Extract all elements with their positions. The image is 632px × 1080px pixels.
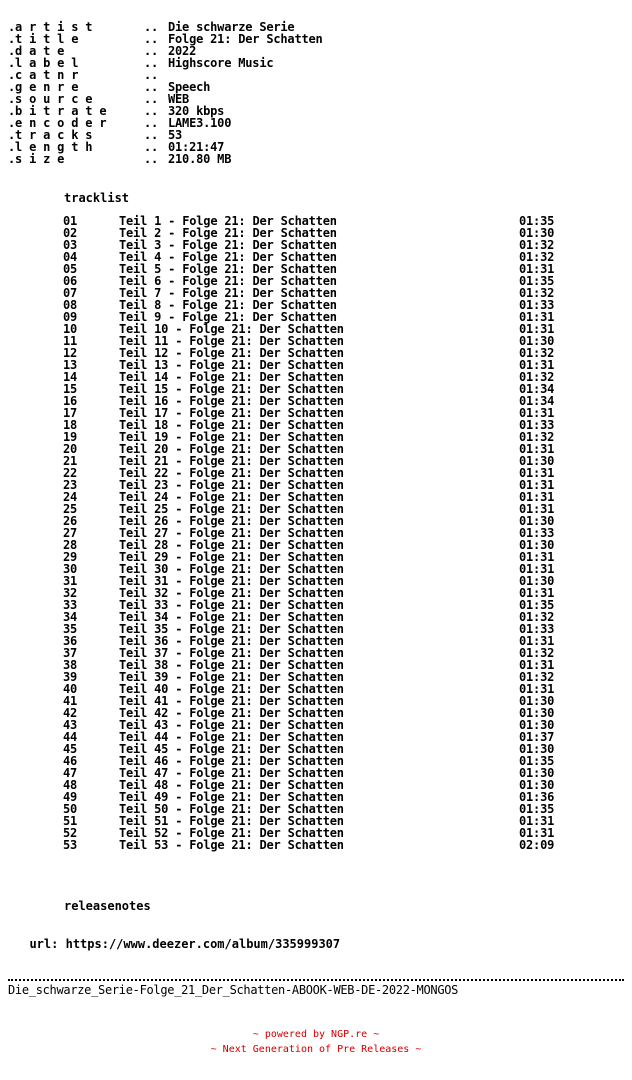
meta-row	[8, 81, 628, 93]
track-length: 01:31	[519, 358, 555, 372]
track-length: 01:33	[519, 298, 555, 312]
track-number: 30	[63, 562, 78, 576]
track-title: Teil 9 - Folge 21: Der Schatten	[119, 310, 337, 324]
meta-value: 320 kbps	[168, 104, 225, 118]
track-title: Teil 53 - Folge 21: Der Schatten	[119, 838, 344, 852]
meta-separator: ..	[144, 20, 159, 34]
track-length: 01:35	[519, 802, 555, 816]
track-number: 51	[63, 814, 78, 828]
track-title: Teil 49 - Folge 21: Der Schatten	[119, 790, 344, 804]
track-number: 47	[63, 766, 78, 780]
track-length: 01:31	[519, 658, 555, 672]
track-length: 02:09	[519, 838, 555, 852]
track-length: 01:32	[519, 610, 555, 624]
track-number: 49	[63, 790, 78, 804]
track-number: 44	[63, 730, 78, 744]
track-length: 01:31	[519, 262, 555, 276]
track-title: Teil 46 - Folge 21: Der Schatten	[119, 754, 344, 768]
meta-separator: ..	[144, 128, 159, 142]
meta-key: .l a b e l	[8, 56, 79, 70]
track-length: 01:31	[519, 478, 555, 492]
track-number: 36	[63, 634, 78, 648]
meta-key: .c a t n r	[8, 68, 79, 82]
meta-separator: ..	[144, 56, 159, 70]
track-number: 31	[63, 574, 78, 588]
track-title: Teil 2 - Folge 21: Der Schatten	[119, 226, 337, 240]
track-number: 21	[63, 454, 78, 468]
track-length: 01:32	[519, 250, 555, 264]
track-title: Teil 40 - Folge 21: Der Schatten	[119, 682, 344, 696]
track-number: 06	[63, 274, 78, 288]
release-name: Die_schwarze_Serie-Folge_21_Der_Schatten-ABOOK-WEB-DE-2022-MONGOS	[8, 983, 459, 997]
track-length: 01:33	[519, 526, 555, 540]
track-title: Teil 41 - Folge 21: Der Schatten	[119, 694, 344, 708]
track-title: Teil 1 - Folge 21: Der Schatten	[119, 214, 337, 228]
track-length: 01:37	[519, 730, 555, 744]
track-length: 01:30	[519, 742, 555, 756]
meta-row	[8, 117, 628, 129]
meta-separator: ..	[144, 104, 159, 118]
track-title: Teil 22 - Folge 21: Der Schatten	[119, 466, 344, 480]
track-length: 01:32	[519, 670, 555, 684]
url-row	[15, 923, 340, 951]
track-length: 01:30	[519, 718, 555, 732]
meta-value: Folge 21: Der Schatten	[168, 32, 323, 46]
track-title: Teil 26 - Folge 21: Der Schatten	[119, 514, 344, 528]
track-number: 34	[63, 610, 78, 624]
track-title: Teil 31 - Folge 21: Der Schatten	[119, 574, 344, 588]
meta-value: LAME3.100	[168, 116, 232, 130]
track-length: 01:32	[519, 370, 555, 384]
track-length: 01:31	[519, 634, 555, 648]
track-length: 01:32	[519, 346, 555, 360]
meta-row	[8, 33, 628, 45]
track-length: 01:30	[519, 334, 555, 348]
meta-row	[8, 141, 628, 153]
track-title: Teil 3 - Folge 21: Der Schatten	[119, 238, 337, 252]
track-length: 01:32	[519, 430, 555, 444]
track-title: Teil 23 - Folge 21: Der Schatten	[119, 478, 344, 492]
track-title: Teil 25 - Folge 21: Der Schatten	[119, 502, 344, 516]
track-title: Teil 17 - Folge 21: Der Schatten	[119, 406, 344, 420]
track-number: 23	[63, 478, 78, 492]
track-title: Teil 37 - Folge 21: Der Schatten	[119, 646, 344, 660]
track-length: 01:30	[519, 454, 555, 468]
meta-value: 53	[168, 128, 183, 142]
meta-value: 2022	[168, 44, 197, 58]
track-number: 05	[63, 262, 78, 276]
track-title: Teil 47 - Folge 21: Der Schatten	[119, 766, 344, 780]
track-length: 01:31	[519, 310, 555, 324]
track-length: 01:32	[519, 646, 555, 660]
meta-separator: ..	[144, 116, 159, 130]
meta-value: 210.80 MB	[168, 152, 232, 166]
track-number: 46	[63, 754, 78, 768]
track-length: 01:30	[519, 778, 555, 792]
track-title: Teil 18 - Folge 21: Der Schatten	[119, 418, 344, 432]
track-title: Teil 8 - Folge 21: Der Schatten	[119, 298, 337, 312]
meta-row	[8, 45, 628, 57]
track-length: 01:31	[519, 586, 555, 600]
track-number: 22	[63, 466, 78, 480]
track-length: 01:35	[519, 274, 555, 288]
track-title: Teil 19 - Folge 21: Der Schatten	[119, 430, 344, 444]
track-title: Teil 38 - Folge 21: Der Schatten	[119, 658, 344, 672]
track-length: 01:30	[519, 694, 555, 708]
track-length: 01:30	[519, 706, 555, 720]
track-number: 45	[63, 742, 78, 756]
track-number: 01	[63, 214, 78, 228]
track-number: 14	[63, 370, 78, 384]
meta-separator: ..	[144, 32, 159, 46]
track-number: 03	[63, 238, 78, 252]
release-url-link[interactable]: https://www.deezer.com/album/335999307	[65, 937, 341, 951]
meta-row	[8, 57, 628, 69]
track-title: Teil 32 - Folge 21: Der Schatten	[119, 586, 344, 600]
track-number: 41	[63, 694, 78, 708]
track-title: Teil 29 - Folge 21: Der Schatten	[119, 550, 344, 564]
track-length: 01:32	[519, 286, 555, 300]
track-title: Teil 45 - Folge 21: Der Schatten	[119, 742, 344, 756]
track-title: Teil 50 - Folge 21: Der Schatten	[119, 802, 344, 816]
track-length: 01:31	[519, 442, 555, 456]
track-number: 28	[63, 538, 78, 552]
track-number: 16	[63, 394, 78, 408]
track-length: 01:33	[519, 418, 555, 432]
track-title: Teil 35 - Folge 21: Der Schatten	[119, 622, 344, 636]
track-title: Teil 12 - Folge 21: Der Schatten	[119, 346, 344, 360]
url-label: url:	[29, 937, 59, 951]
track-length: 01:30	[519, 226, 555, 240]
track-number: 18	[63, 418, 78, 432]
footer-tagline: ~ Next Generation of Pre Releases ~	[210, 1044, 422, 1055]
track-length: 01:31	[519, 502, 555, 516]
meta-separator: ..	[144, 68, 159, 82]
track-length: 01:36	[519, 790, 555, 804]
meta-key: .s i z e	[8, 152, 65, 166]
tracklist	[8, 215, 628, 851]
track-length: 01:35	[519, 754, 555, 768]
meta-key: .e n c o d e r	[8, 116, 107, 130]
track-title: Teil 6 - Folge 21: Der Schatten	[119, 274, 337, 288]
track-number: 40	[63, 682, 78, 696]
track-number: 33	[63, 598, 78, 612]
meta-key: .t r a c k s	[8, 128, 93, 142]
meta-value: Speech	[168, 80, 211, 94]
meta-row	[8, 153, 628, 165]
meta-separator: ..	[144, 44, 159, 58]
track-number: 43	[63, 718, 78, 732]
track-number: 29	[63, 550, 78, 564]
track-number: 07	[63, 286, 78, 300]
track-number: 11	[63, 334, 78, 348]
track-number: 04	[63, 250, 78, 264]
meta-separator: ..	[144, 152, 159, 166]
track-title: Teil 13 - Folge 21: Der Schatten	[119, 358, 344, 372]
track-title: Teil 4 - Folge 21: Der Schatten	[119, 250, 337, 264]
track-length: 01:31	[519, 826, 555, 840]
track-number: 42	[63, 706, 78, 720]
track-title: Teil 24 - Folge 21: Der Schatten	[119, 490, 344, 504]
track-length: 01:32	[519, 238, 555, 252]
track-number: 35	[63, 622, 78, 636]
track-title: Teil 28 - Folge 21: Der Schatten	[119, 538, 344, 552]
track-length: 01:31	[519, 466, 555, 480]
track-title: Teil 21 - Folge 21: Der Schatten	[119, 454, 344, 468]
track-number: 08	[63, 298, 78, 312]
track-number: 32	[63, 586, 78, 600]
meta-key: .l e n g t h	[8, 140, 93, 154]
track-number: 15	[63, 382, 78, 396]
track-title: Teil 43 - Folge 21: Der Schatten	[119, 718, 344, 732]
track-number: 19	[63, 430, 78, 444]
track-title: Teil 11 - Folge 21: Der Schatten	[119, 334, 344, 348]
track-number: 52	[63, 826, 78, 840]
meta-value: Die schwarze Serie	[168, 20, 295, 34]
track-title: Teil 15 - Folge 21: Der Schatten	[119, 382, 344, 396]
meta-key: .b i t r a t e	[8, 104, 107, 118]
track-length: 01:31	[519, 814, 555, 828]
meta-key: .g e n r e	[8, 80, 79, 94]
track-length: 01:34	[519, 394, 555, 408]
track-title: Teil 16 - Folge 21: Der Schatten	[119, 394, 344, 408]
track-length: 01:31	[519, 490, 555, 504]
meta-value: WEB	[168, 92, 190, 106]
track-title: Teil 44 - Folge 21: Der Schatten	[119, 730, 344, 744]
track-length: 01:31	[519, 682, 555, 696]
track-number: 27	[63, 526, 78, 540]
track-length: 01:30	[519, 538, 555, 552]
track-title: Teil 51 - Folge 21: Der Schatten	[119, 814, 344, 828]
track-length: 01:35	[519, 214, 555, 228]
track-title: Teil 30 - Folge 21: Der Schatten	[119, 562, 344, 576]
track-length: 01:34	[519, 382, 555, 396]
meta-key: .s o u r c e	[8, 92, 93, 106]
track-title: Teil 36 - Folge 21: Der Schatten	[119, 634, 344, 648]
track-length: 01:31	[519, 406, 555, 420]
track-number: 50	[63, 802, 78, 816]
releasenotes-heading: releasenotes	[64, 899, 151, 913]
track-number: 48	[63, 778, 78, 792]
meta-separator: ..	[144, 140, 159, 154]
dotted-divider	[8, 973, 624, 981]
meta-key: .d a t e	[8, 44, 65, 58]
track-length: 01:30	[519, 766, 555, 780]
track-title: Teil 48 - Folge 21: Der Schatten	[119, 778, 344, 792]
meta-value: Highscore Music	[168, 56, 274, 70]
track-length: 01:35	[519, 598, 555, 612]
track-length: 01:30	[519, 514, 555, 528]
meta-key: .t i t l e	[8, 32, 79, 46]
track-number: 26	[63, 514, 78, 528]
track-number: 37	[63, 646, 78, 660]
track-number: 20	[63, 442, 78, 456]
track-title: Teil 52 - Folge 21: Der Schatten	[119, 826, 344, 840]
track-title: Teil 34 - Folge 21: Der Schatten	[119, 610, 344, 624]
track-length: 01:31	[519, 322, 555, 336]
tracklist-heading: tracklist	[64, 191, 130, 205]
track-number: 53	[63, 838, 78, 852]
track-title: Teil 10 - Folge 21: Der Schatten	[119, 322, 344, 336]
track-number: 02	[63, 226, 78, 240]
track-length: 01:33	[519, 622, 555, 636]
meta-separator: ..	[144, 92, 159, 106]
track-title: Teil 20 - Folge 21: Der Schatten	[119, 442, 344, 456]
meta-key: .a r t i s t	[8, 20, 93, 34]
release-info-block	[8, 21, 628, 165]
track-number: 24	[63, 490, 78, 504]
track-number: 13	[63, 358, 78, 372]
meta-separator: ..	[144, 80, 159, 94]
track-number: 10	[63, 322, 78, 336]
track-number: 12	[63, 346, 78, 360]
nfo-document	[8, 21, 628, 165]
meta-row	[8, 69, 628, 81]
track-title: Teil 5 - Folge 21: Der Schatten	[119, 262, 337, 276]
track-number: 17	[63, 406, 78, 420]
track-row	[8, 839, 628, 851]
track-title: Teil 42 - Folge 21: Der Schatten	[119, 706, 344, 720]
track-length: 01:31	[519, 562, 555, 576]
footer-powered-by: ~ powered by NGP.re ~	[252, 1029, 380, 1040]
track-number: 39	[63, 670, 78, 684]
track-number: 09	[63, 310, 78, 324]
track-title: Teil 27 - Folge 21: Der Schatten	[119, 526, 344, 540]
track-number: 25	[63, 502, 78, 516]
track-title: Teil 7 - Folge 21: Der Schatten	[119, 286, 337, 300]
track-length: 01:31	[519, 550, 555, 564]
track-title: Teil 14 - Folge 21: Der Schatten	[119, 370, 344, 384]
track-title: Teil 33 - Folge 21: Der Schatten	[119, 598, 344, 612]
meta-row	[8, 129, 628, 141]
meta-value: 01:21:47	[168, 140, 225, 154]
track-number: 38	[63, 658, 78, 672]
track-title: Teil 39 - Folge 21: Der Schatten	[119, 670, 344, 684]
track-length: 01:30	[519, 574, 555, 588]
